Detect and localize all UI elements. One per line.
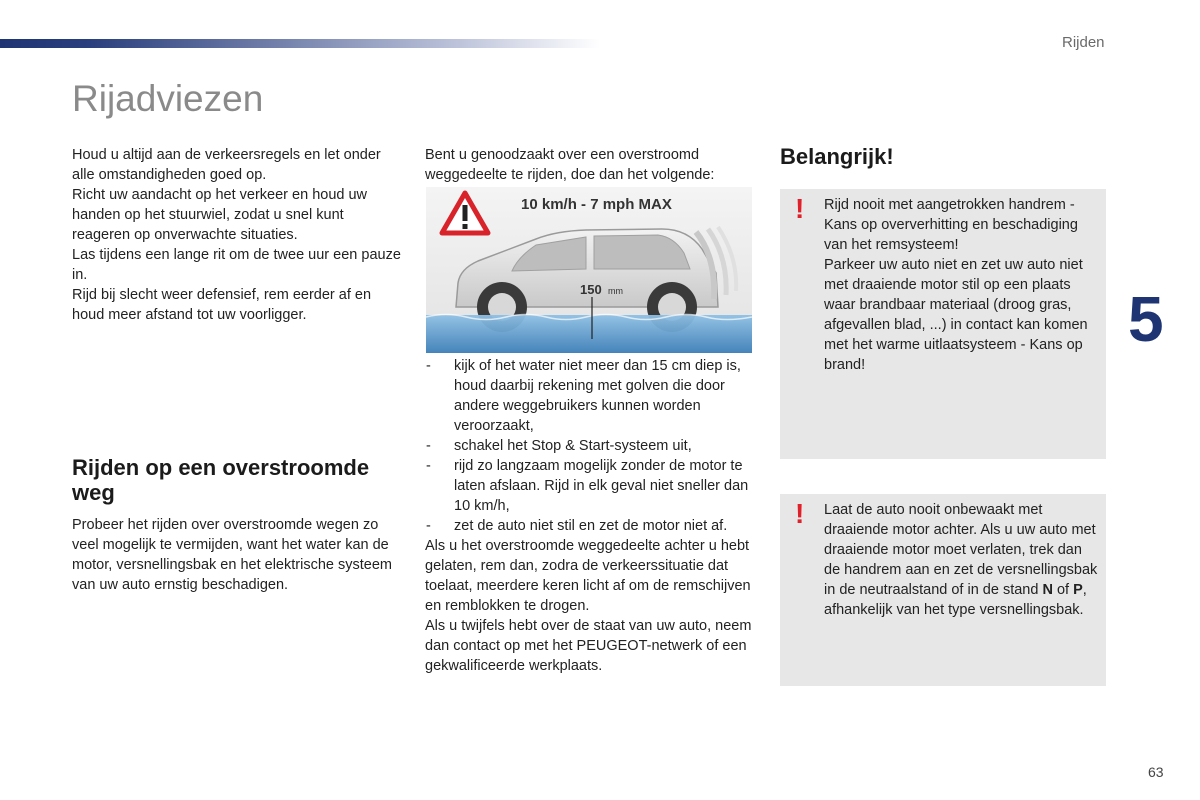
flooded-road-instructions (425, 356, 755, 676)
paragraph: Als u het overstroomde weggedeelte achter u hebt gelaten, rem dan, zodra de verkeerssituatie dat toelaat, meerdere keren licht af om de remschijven en remblokken te drogen. (425, 538, 751, 614)
paragraph: Probeer het rijden over overstroomde wegen zo veel mogelijk te vermijden, want het water kan de motor, versnellingsbak en het elektrische systeem van uw auto ernstig beschadigen. (72, 517, 392, 593)
paragraph: Richt uw aandacht op het verkeer en houd uw handen op het stuurwiel, zodat u snel kunt reageren op onverwachte situaties. (72, 187, 368, 243)
clearance-unit: mm (608, 286, 623, 296)
exclamation-icon: ! (795, 498, 805, 529)
flooded-road-column-intro (425, 145, 745, 185)
list-item: - rijd zo langzaam mogelijk zonder de motor te laten afslaan. Rijd in elk geval niet sneller dan 10 km/h, (426, 458, 749, 514)
paragraph: Als u twijfels hebt over de staat van uw auto, neem dan contact op met het PEUGEOT-netwerk of een gekwalificeerde werkplaats. (425, 618, 752, 674)
section-label: Rijden (1062, 34, 1105, 51)
paragraph: Las tijdens een lange rit om de twee uur een pauze in. (72, 247, 401, 283)
chapter-number: 5 (1128, 283, 1164, 355)
flooded-road-illustration (426, 187, 752, 353)
exclamation-icon: ! (795, 193, 805, 224)
speed-limit-label: 10 km/h - 7 mph MAX (521, 196, 672, 213)
paragraph: Bent u genoodzaakt over een overstroomd weggedeelte te rijden, doe dan het volgende: (425, 147, 715, 183)
header-gradient-bar (0, 39, 600, 48)
page-title: Rijadviezen (72, 78, 264, 119)
warning-box-handbrake (780, 189, 1106, 459)
paragraph: Rijd bij slecht weer defensief, rem eerder af en houd meer afstand tot uw voorligger. (72, 287, 372, 323)
warning-box-unattended (780, 494, 1106, 686)
list-item: - schakel het Stop & Start-systeem uit, (426, 438, 692, 454)
page-number: 63 (1148, 764, 1164, 780)
flooded-road-intro (72, 515, 407, 595)
intro-column (72, 145, 402, 325)
flooded-road-heading: Rijden op een overstroomde weg (72, 455, 370, 505)
warning-text: Rijd nooit met aangetrokken handrem - Kans op oververhitting en beschadiging van het remsysteem! Parkeer uw auto niet en zet uw auto niet met draaiende motor stil op een plaats waar brandbaar materiaal (droog gras, afgevallen blad, ...) in contact kan komen met het warme uitlaatsysteem - Kans op brand! (824, 197, 1088, 373)
list-item: - zet de auto niet stil en zet de motor niet af. (426, 518, 728, 534)
list-item: - kijk of het water niet meer dan 15 cm diep is, houd daarbij rekening met golven die door andere weggebruikers kunnen worden veroorzaakt, (426, 358, 741, 434)
water-surface (426, 315, 752, 353)
paragraph: Houd u altijd aan de verkeersregels en let onder alle omstandigheden goed op. (72, 147, 381, 183)
important-heading: Belangrijk! (780, 144, 894, 169)
warning-text: Laat de auto nooit onbewaakt met draaiende motor achter. Als u uw auto met draaiende motor moet verlaten, trek dan de handrem aan en zet de versnellingsbak in de neutraalstand of in de stand N of P, afhankelijk van het type versnellingsbak. (824, 502, 1098, 618)
clearance-value: 150 (580, 282, 602, 297)
